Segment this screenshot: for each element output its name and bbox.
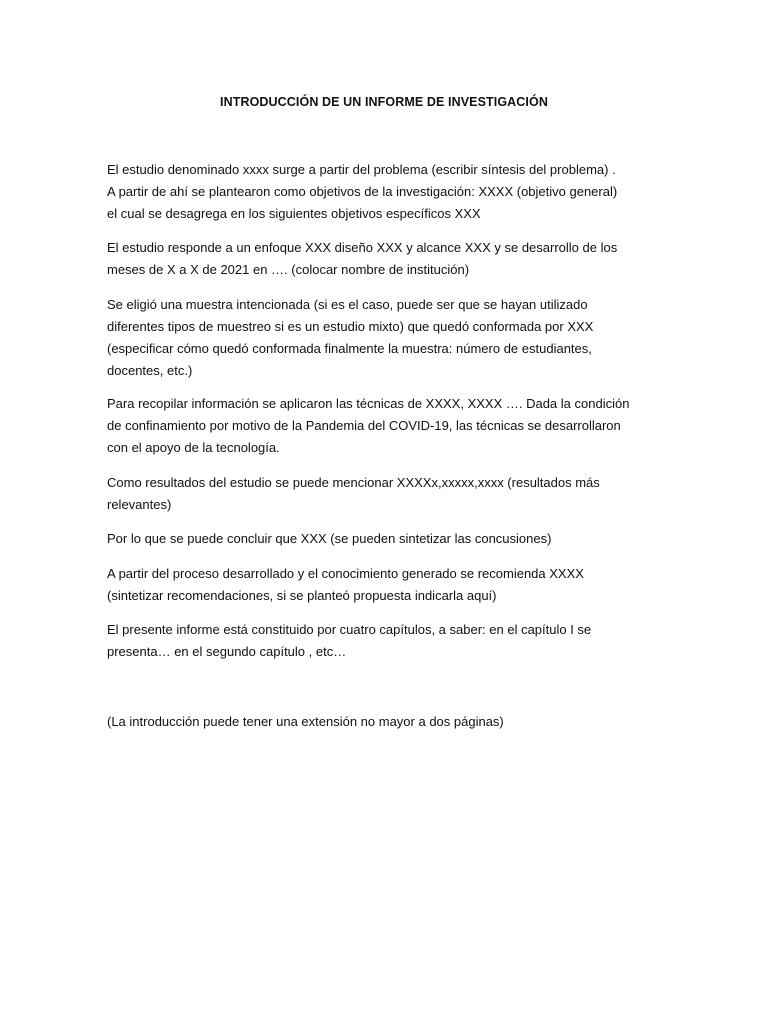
paragraph-recommendations	[107, 563, 667, 607]
paragraph-results	[107, 472, 667, 516]
text-line: con el apoyo de la tecnología.	[107, 440, 280, 455]
text-line: El presente informe está constituido por cuatro capítulos, a saber: en el capítulo I se	[107, 622, 592, 637]
text-line: de confinamiento por motivo de la Pandemia del COVID-19, las técnicas se desarrollaron	[107, 418, 621, 433]
text-line: el cual se desagrega en los siguientes objetivos específicos XXX	[107, 206, 481, 221]
text-line: (La introducción puede tener una extensión no mayor a dos páginas)	[107, 714, 504, 729]
text-line: El estudio responde a un enfoque XXX diseño XXX y alcance XXX y se desarrollo de los	[107, 240, 618, 255]
paragraph-conclusion	[107, 528, 667, 550]
text-line: Como resultados del estudio se puede mencionar XXXXx,xxxxx,xxxx (resultados más	[107, 475, 600, 490]
paragraph-sample	[107, 294, 667, 382]
text-line: docentes, etc.)	[107, 363, 193, 378]
text-line: El estudio denominado xxxx surge a partir del problema (escribir síntesis del problema) .	[107, 162, 616, 177]
paragraph-problem	[107, 159, 667, 225]
paragraph-techniques	[107, 393, 667, 459]
text-line: relevantes)	[107, 497, 172, 512]
text-line: A partir del proceso desarrollado y el conocimiento generado se recomienda XXXX	[107, 566, 584, 581]
document-title: INTRODUCCIÓN DE UN INFORME DE INVESTIGACIÓN	[220, 95, 548, 109]
text-line: (especificar cómo quedó conformada finalmente la muestra: número de estudiantes,	[107, 341, 592, 356]
text-line: diferentes tipos de muestreo si es un estudio mixto) que quedó conformada por XXX	[107, 319, 594, 334]
text-line: (sintetizar recomendaciones, si se planteó propuesta indicarla aquí)	[107, 588, 497, 603]
paragraph-structure	[107, 619, 667, 663]
paragraph-approach	[107, 237, 667, 281]
paragraph-length-note	[107, 711, 667, 733]
text-line: Se eligió una muestra intencionada (si es el caso, puede ser que se hayan utilizado	[107, 297, 588, 312]
text-line: Para recopilar información se aplicaron las técnicas de XXXX, XXXX …. Dada la condición	[107, 396, 630, 411]
text-line: Por lo que se puede concluir que XXX (se pueden sintetizar las concusiones)	[107, 531, 552, 546]
text-line: presenta… en el segundo capítulo , etc…	[107, 644, 347, 659]
text-line: meses de X a X de 2021 en …. (colocar nombre de institución)	[107, 262, 470, 277]
text-line: A partir de ahí se plantearon como objetivos de la investigación: XXXX (objetivo general)	[107, 184, 618, 199]
